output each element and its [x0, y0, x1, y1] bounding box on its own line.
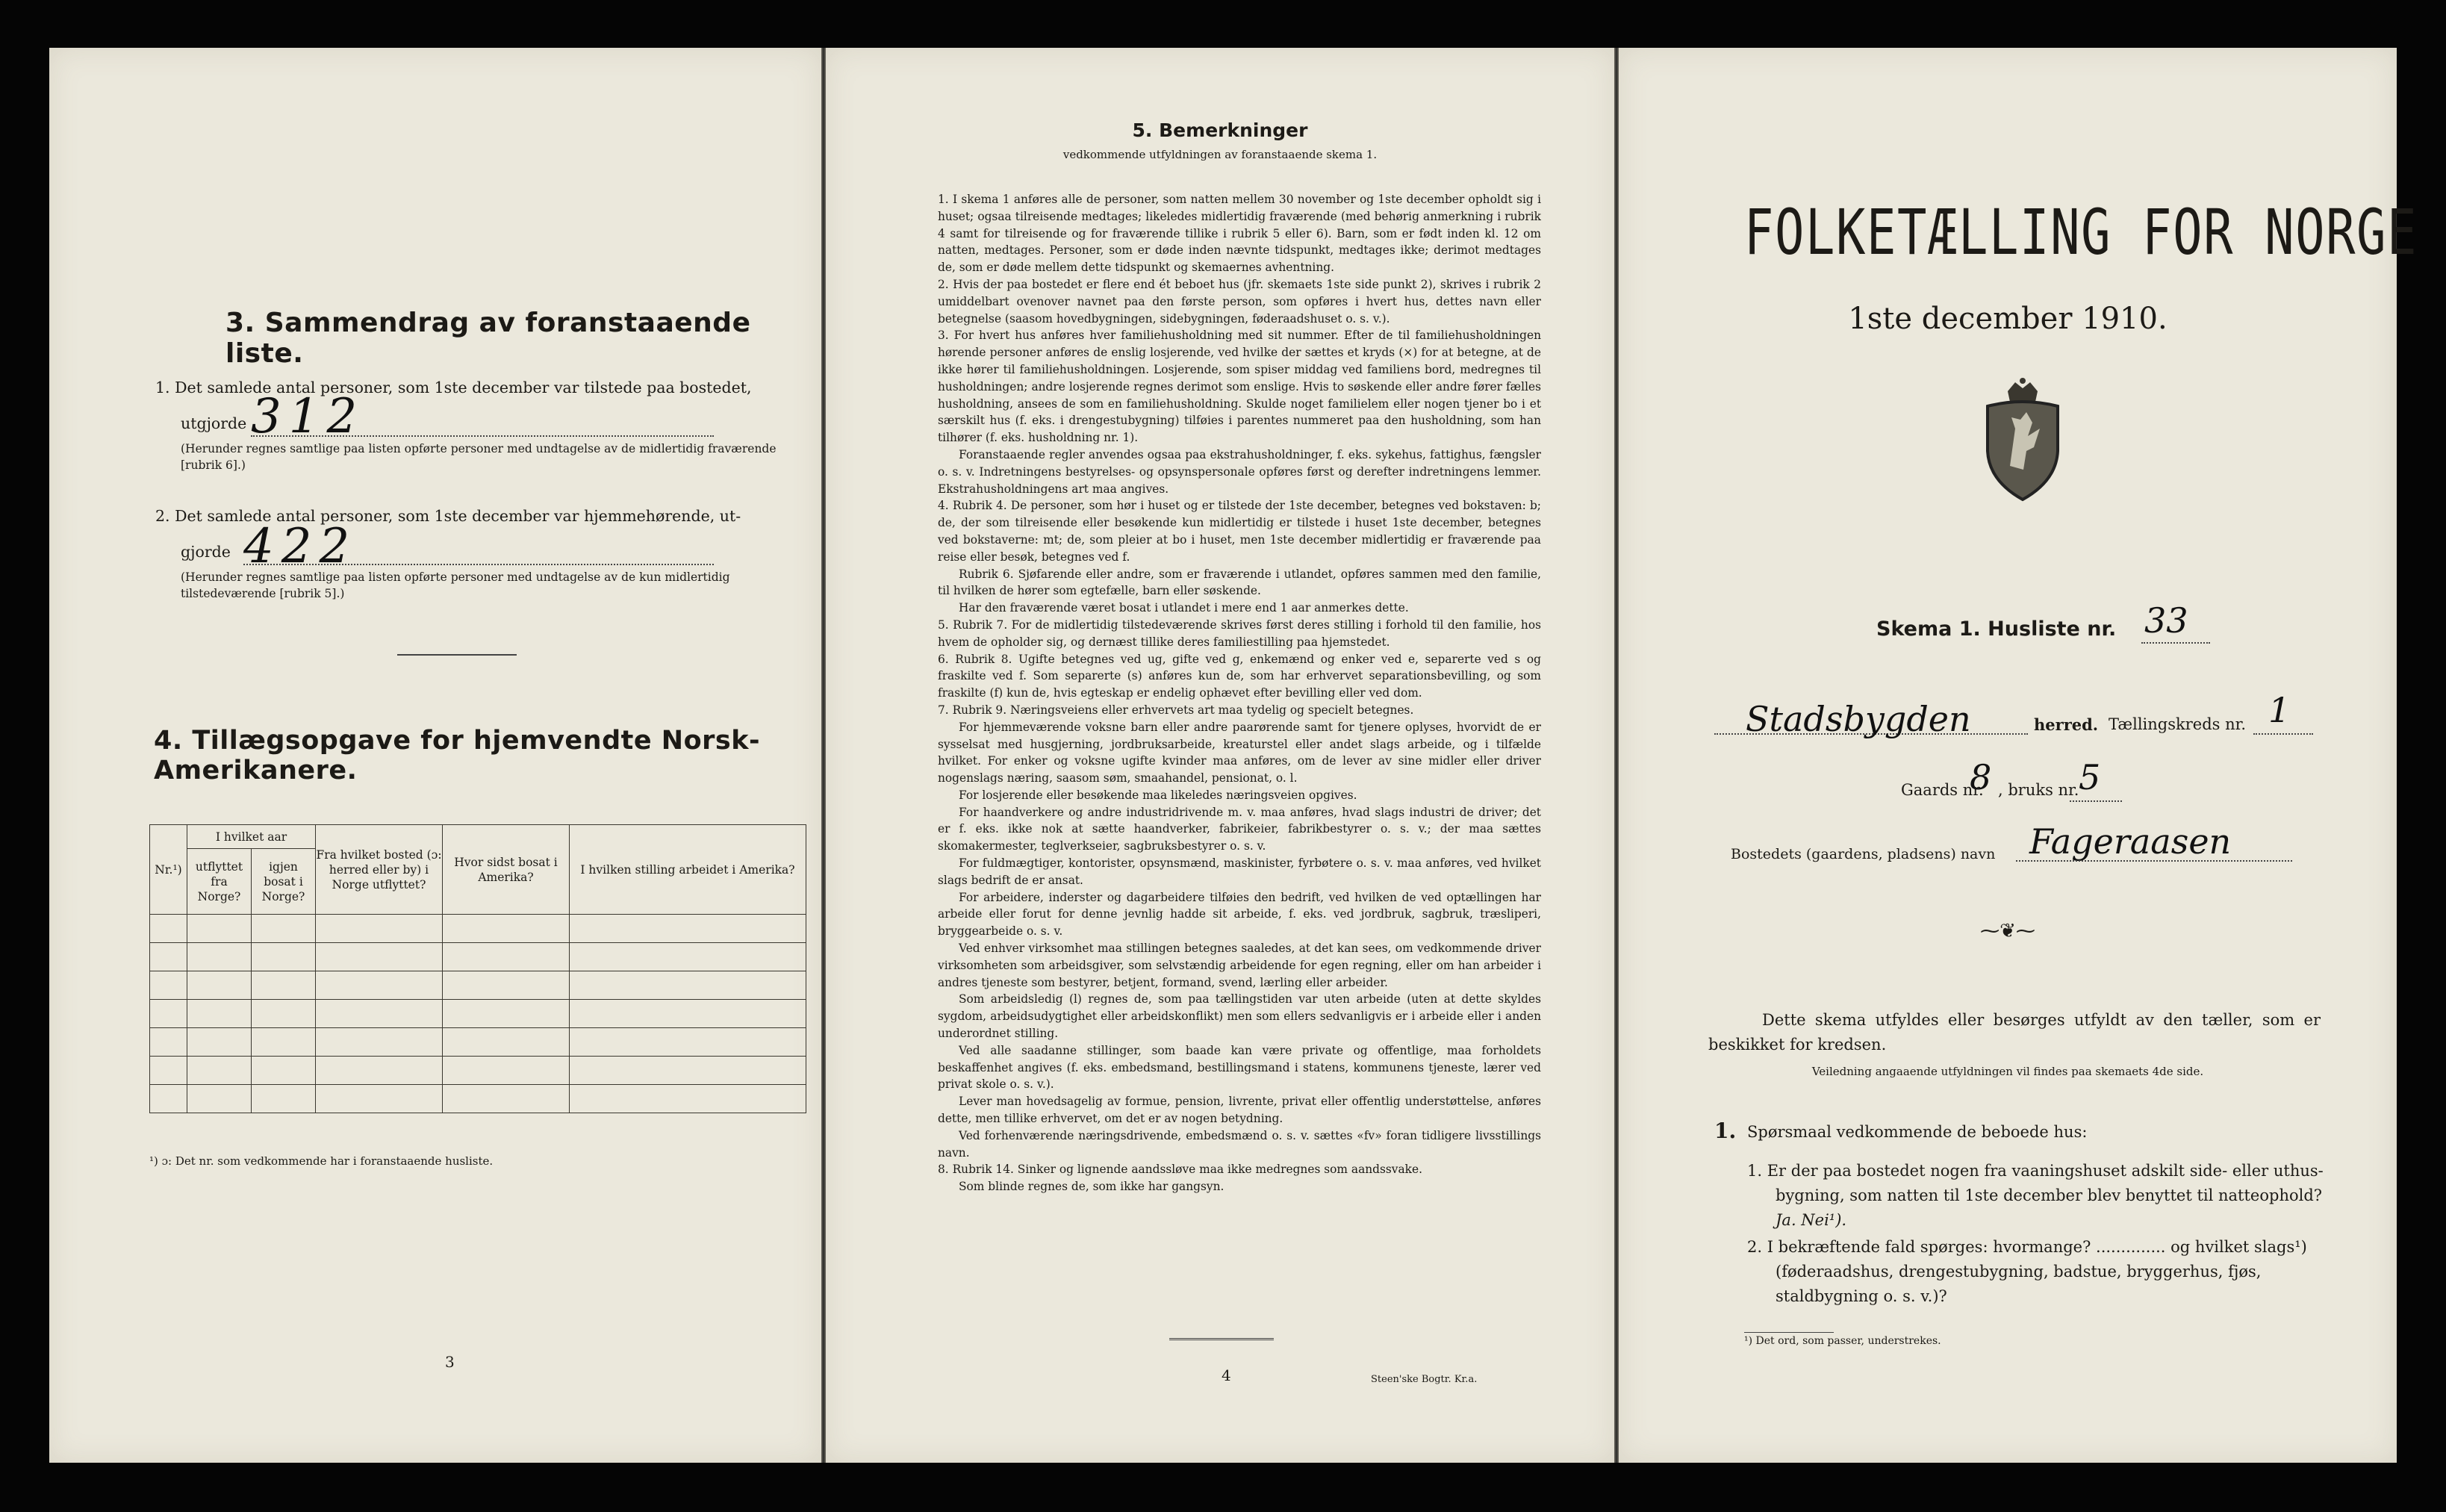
table-row — [150, 1028, 806, 1057]
kreds-dotline — [2253, 733, 2313, 735]
bemerkninger-body — [938, 191, 1541, 1195]
remark-8-a: Som blinde regnes de, som ikke har gangsyn. — [959, 1180, 1224, 1194]
remark-7: 7. Rubrik 9. Næringsveiens eller erhvervets art maa tydelig og specielt betegnes. — [938, 703, 1414, 717]
skema-label: Skema 1. Husliste nr. — [1876, 617, 2117, 641]
remark-7-h: Ved alle saadanne stillinger, som baade kan være private og offentlige, maa forholdets beskaffenhet angives (f. eks. embedsmand, bestillingsmand i statens, kommunens tjeneste, lærer ved privat skole o. s. v.). — [938, 1043, 1541, 1092]
summary-item-2: 2. Det samlede antal personer, som 1ste december var hjemmehørende, ut- — [155, 507, 741, 525]
bruks-dotline — [2070, 800, 2122, 802]
col-igjen-bosat: igjen bosat i Norge? — [252, 849, 316, 915]
norsk-amerikaner-table — [149, 824, 806, 1113]
remark-7-e: For arbeidere, inderster og dagarbeidere tilføies den bedrift, ved hvilken de ved optællingen har arbeide eller forut for denne jevnlig hadde sit arbeide, f. eks. ved jordbruk, sagbruk, træsliperi, bryggearbeide o. s. v. — [938, 890, 1541, 939]
divider — [1169, 1338, 1274, 1340]
herred-label: herred. — [2034, 715, 2099, 734]
remark-6: 6. Rubrik 8. Ugifte betegnes ved ug, gifte ved g, enkemænd og enker ved e, separerte ved s og fraskilte ved f. Som separerte (s) anføres kun de, som har erhvervet separationsbevilling, og som fraskilte (f) kun de, hvis egteskap er endelig ophævet efter bevilling eller ved dom. — [938, 652, 1541, 700]
remark-4-utlandet: Har den fraværende været bosat i utlandet i mere end 1 aar anmerkes dette. — [959, 601, 1409, 615]
footnote: ¹) Det ord, som passer, understrekes. — [1744, 1335, 1941, 1347]
bemerkninger-title: 5. Bemerkninger — [1132, 119, 1308, 141]
question-2: 2. I bekræftende fald spørges: hvormange? .............. og hvilket slags¹) (føderaadshus, drengestubygning, badstue, bryggerhus, fjøs, staldbygning o. s. v.)? — [1747, 1238, 2307, 1305]
bosted-label: Bostedets (gaardens, pladsens) navn — [1731, 846, 1996, 862]
remark-7-j: Ved forhenværende næringsdrivende, embedsmænd o. s. v. sættes «fv» foran tidligere livsstillings navn. — [938, 1128, 1541, 1160]
section-3-title: 3. Sammendrag av foranstaaende liste. — [225, 308, 751, 369]
husliste-number: 33 — [2144, 600, 2188, 641]
remark-7-d: For fuldmægtiger, kontorister, opsynsmænd, maskinister, fyrbøtere o. s. v. maa anføres, ved hvilket slags bedrift de er ansat. — [938, 856, 1541, 887]
remark-8: 8. Rubrik 14. Sinker og lignende aandssløve maa ikke medregnes som aandssvake. — [938, 1163, 1422, 1177]
page-4 — [826, 48, 1614, 1463]
census-title: FOLKETÆLLING FOR NORGE — [1744, 196, 2418, 269]
husliste-dotline — [2141, 642, 2210, 644]
col-stilling: I hvilken stilling arbeidet i Amerika? — [570, 825, 806, 915]
divider — [397, 654, 517, 656]
intro-text: Dette skema utfyldes eller besørges utfyldt av den tæller, som er beskikket for kredsen. — [1708, 1011, 2321, 1054]
bemerkninger-subtitle: vedkommende utfyldningen av foranstaaende skema 1. — [1062, 148, 1378, 161]
bruks-value: 5 — [2079, 757, 2101, 797]
col-fra-bosted: Fra hvilket bosted (ɔ: herred eller by) i Norge utflyttet? — [316, 825, 443, 915]
remark-1: 1. I skema 1 anføres alle de personer, som natten mellem 30 november og 1ste december opholdt sig i huset; ogsaa tilreisende medtages; likeledes midlertidig fraværende (med behørig anmerkning i rubrik 4 samt for tilreisende og for fraværende tillike i rubrik 5 eller 6). Barn, som er født inden kl. 12 om natten, medtages. Personer, som er døde inden nævnte tidspunkt, medtages ikke; derimot medtages de, som er døde mellem dette tidspunkt og skemaernes avhentning. — [938, 193, 1541, 275]
gaards-value: 8 — [1970, 757, 1992, 797]
table-row — [150, 1085, 806, 1113]
gaards-label: Gaards nr. — [1901, 781, 1984, 799]
summary-item-1: 1. Det samlede antal personer, som 1ste december var tilstede paa bostedet, — [155, 379, 752, 396]
page-1 — [1619, 48, 2418, 1463]
remark-4: 4. Rubrik 4. De personer, som hør i huset og er tilstede der 1ste december, betegnes ved bokstaven: b; de, der som tilreisende eller besøkende kun midlertidig er tilstede i huset 1ste december, betegnes ved bokstaverne: mt; de, som pleier at bo i huset, men 1ste december midlertidig er fraværende paa reise eller besøk, betegnes ved f. — [938, 499, 1541, 564]
remark-7-c: For haandverkere og andre industridrivende m. v. maa anføres, hvad slags industri de driver; det er f. eks. ikke nok at sætte haandverker, fabrikeier, fabrikbestyrer o. s. v.; der maa sættes skomakermester, teglverkseier, sagbruksbestyrer o. s. v. — [938, 805, 1541, 853]
coat-of-arms-icon — [1974, 376, 2071, 503]
remark-3: 3. For hvert hus anføres hver familiehusholdning med sit nummer. Efter de til familiehusholdningen hørende personer anføres de enslig losjerende, ved hvilke der sættes et kryds (×) for at betegne, at de ikke hører til familiehusholdningen. Losjerende, som spiser middag ved familiens bord, medregnes til husholdningen; andre losjerende regnes derimot som enslige. Hvis to søskende eller andre fører fælles husholdning, ansees de som en familiehusholdning. Skulde noget familielem eller nogen tjener bo i et særskilt hus (f. eks. i drengestubygning) tilføies i parentes nummeret paa den husholdning, som han tilhører (f. eks. husholdning nr. 1). — [938, 329, 1541, 445]
question-1-text: 1. Er der paa bostedet nogen fra vaaningshuset adskilt side- eller uthus-bygning, som natten til 1ste december blev benyttet til natteophold? — [1747, 1162, 2324, 1204]
col-hvor-amerika: Hvor sidst bosat i Amerika? — [443, 825, 570, 915]
page-number: 3 — [445, 1353, 455, 1371]
remark-5: 5. Rubrik 7. For de midlertidig tilstedeværende skrives først deres stilling i forhold til den familie, hos hvem de opholder sig, og dernæst tillike deres familiestilling paa hjemstedet. — [938, 617, 1541, 649]
remark-4-rubrik-6: Rubrik 6. Sjøfarende eller andre, som er fraværende i utlandet, opføres sammen med den familie, til hvilken de hører som egtefælle, barn eller søskende. — [938, 567, 1541, 598]
summary-item-2-value: 422 — [243, 519, 358, 574]
col-nr: Nr.¹) — [150, 825, 187, 915]
remark-7-b: For losjerende eller besøkende maa likeledes næringsveien opgives. — [959, 788, 1357, 802]
bruks-label: , bruks nr. — [1998, 781, 2079, 799]
question-heading: Spørsmaal vedkommende de beboede hus: — [1747, 1123, 2088, 1141]
census-date: 1ste december 1910. — [1848, 302, 2168, 336]
kreds-label: Tællingskreds nr. — [2109, 715, 2247, 733]
table-footnote: ¹) ɔ: Det nr. som vedkommende har i foranstaaende husliste. — [149, 1154, 494, 1168]
question-1 — [1747, 1159, 2330, 1233]
table-row — [150, 1000, 806, 1028]
veiledning-text: Veiledning angaaende utfyldningen vil findes paa skemaets 4de side. — [1811, 1065, 2204, 1078]
summary-item-1-note: (Herunder regnes samtlige paa listen opførte personer med undtagelse av de midlertidig fraværende [rubrik 6].) — [181, 442, 777, 472]
page-number: 4 — [1222, 1366, 1231, 1384]
col-utflyttet: utflyttet fra Norge? — [187, 849, 252, 915]
remark-3-extra: Foranstaaende regler anvendes ogsaa paa ekstrahusholdninger, f. eks. sykehus, fattighus, fængsler o. s. v. Indretningens bestyrelses- og opsynspersonale opføres først og derefter indretningens lemmer. Ekstrahusholdningens art maa angives. — [938, 447, 1541, 496]
kreds-value: 1 — [2268, 690, 2291, 730]
summary-item-2-note: (Herunder regnes samtlige paa listen opførte personer med undtagelse av de kun midlertidig tilstedeværende [rubrik 5].) — [181, 570, 730, 600]
ornament-icon: ⁓❦⁓ — [1980, 920, 2035, 942]
remark-7-g: Som arbeidsledig (l) regnes de, som paa tællingstiden var uten arbeide (uten at dette skyldes sygdom, arbeidsudygtighet eller arbeidskonflikt) men som ellers sedvanligvis er i arbeide eller i anden underordnet stilling. — [938, 992, 1541, 1041]
remark-7-f: Ved enhver virksomhet maa stillingen betegnes saaledes, at det kan sees, om vedkommende driver virksomheten som arbeidsgiver, som selvstændig arbeidende for egen regning, eller om han arbeider i andres tjeneste som bestyrer, betjent, formand, svend, lærling eller arbeider. — [938, 942, 1541, 989]
summary-item-2-dotline — [243, 564, 714, 565]
question-1-answer: Ja. Nei¹). — [1776, 1211, 1847, 1229]
remark-2: 2. Hvis der paa bostedet er flere end ét beboet hus (jfr. skemaets 1ste side punkt 2), skrives i rubrik 2 umiddelbart ovenover navnet paa den første person, som opføres i hvert hus, dettes navn eller betegnelse (saasom hovedbygningen, sidebygningen, føderaadshuset o. s. v.). — [938, 277, 1541, 326]
herred-value: Stadsbygden — [1746, 699, 1971, 739]
question-heading-number: 1. — [1714, 1119, 1737, 1143]
bosted-value: Fageraasen — [2029, 821, 2232, 862]
bosted-dotline — [2016, 860, 2292, 862]
page-3 — [49, 48, 821, 1463]
printer-mark: Steen'ske Bogtr. Kr.a. — [1371, 1374, 1478, 1385]
remark-7-a: For hjemmeværende voksne barn eller andre paarørende samt for tjenere oplyses, hvorvidt de er sysselsat med husgjerning, jordbruksarbeide, kreaturstel eller andet slags arbeide, og i tilfælde hvilket. For enker og voksne ugifte kvinder maa anføres, om de lever av sine midler eller driver nogenslags næring, saasom søm, smaahandel, pensionat, o. l. — [938, 720, 1541, 785]
divider — [1744, 1332, 1834, 1333]
section-4-title: 4. Tillægsopgave for hjemvendte Norsk-Amerikanere. — [154, 726, 761, 785]
col-group-year: I hvilket aar — [187, 825, 316, 849]
remark-7-i: Lever man hovedsagelig av formue, pension, livrente, privat eller offentlig understøttelse, anføres dette, men tillike erhvervet, om det er av nogen betydning. — [938, 1095, 1541, 1126]
summary-item-1-value: 312 — [251, 389, 365, 444]
table-row — [150, 1057, 806, 1085]
summary-item-1-dotline — [251, 435, 714, 437]
summary-item-1-label: utgjorde — [181, 414, 247, 432]
table-row — [150, 971, 806, 1000]
table-row — [150, 915, 806, 943]
summary-item-2-label: gjorde — [181, 543, 231, 561]
table-row — [150, 943, 806, 971]
